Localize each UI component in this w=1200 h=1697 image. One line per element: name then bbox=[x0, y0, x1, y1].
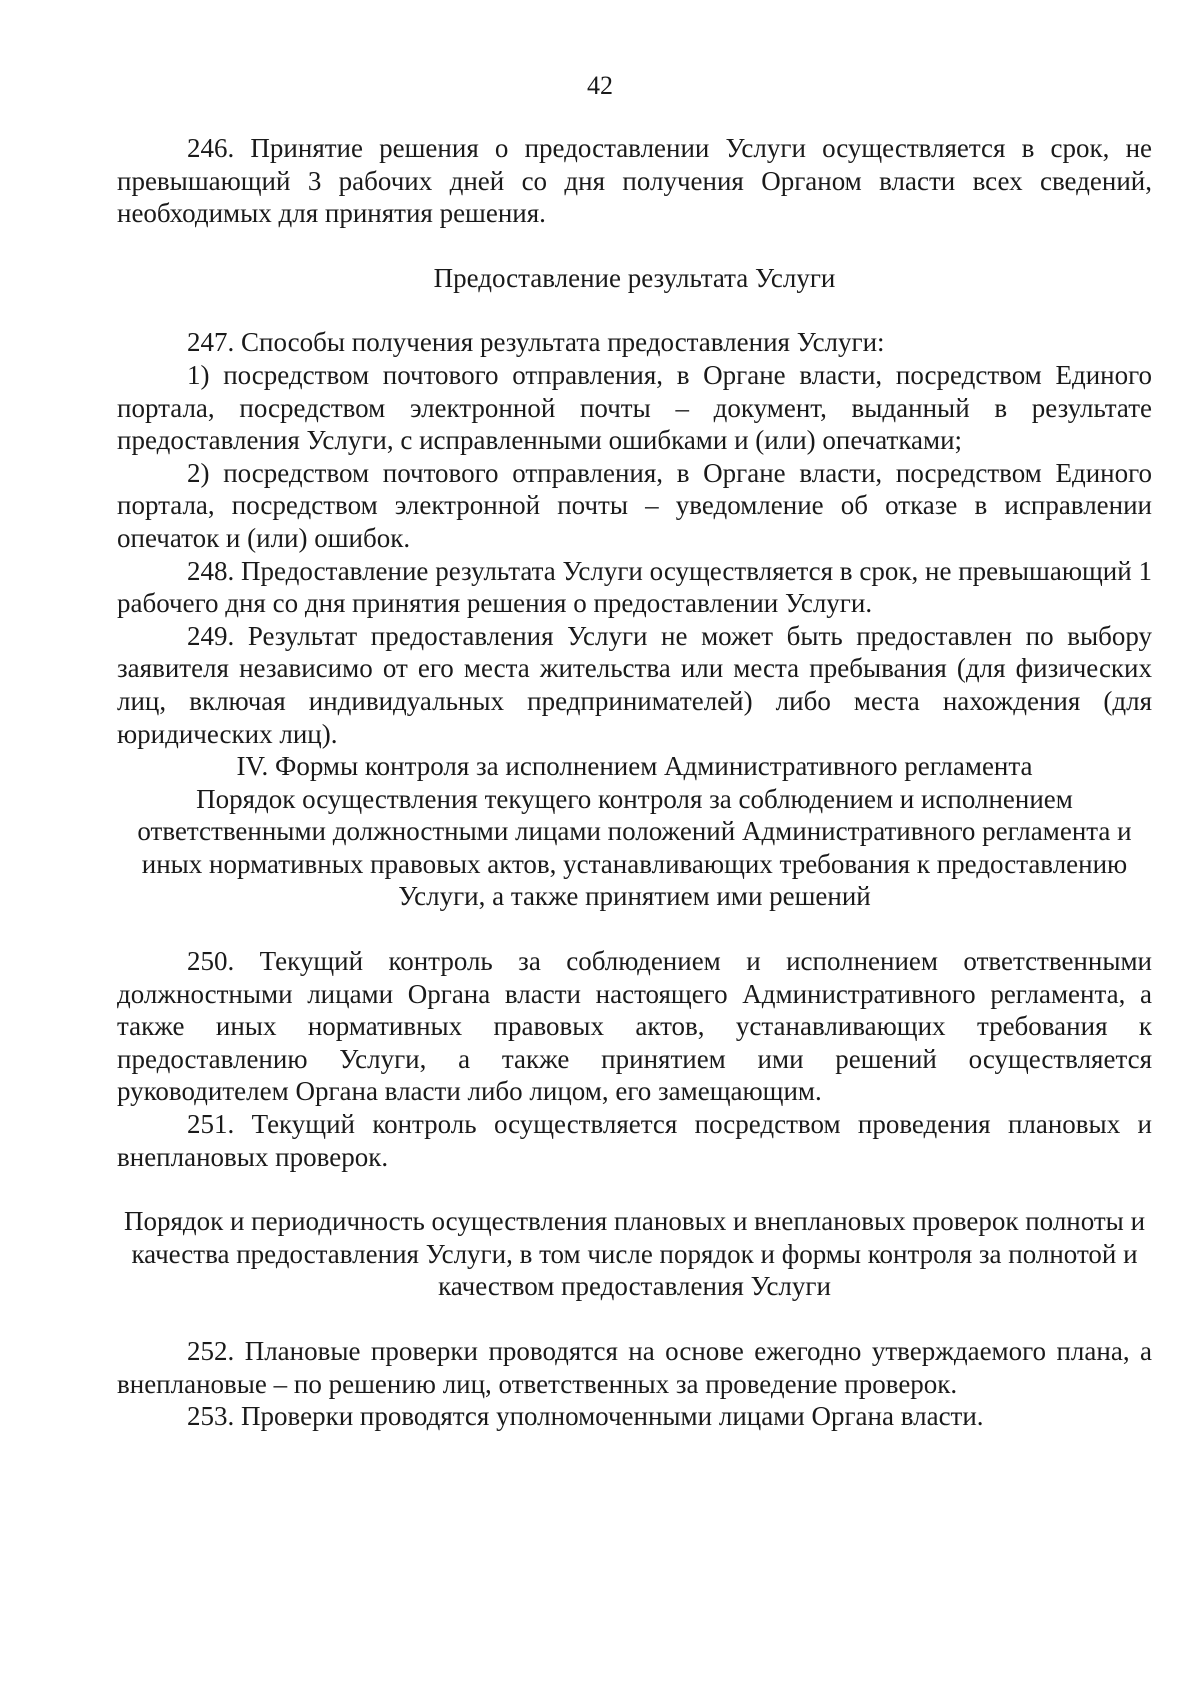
paragraph-247: 247. Способы получения результата предоставления Услуги: bbox=[187, 327, 885, 358]
heading-checks-procedure: Порядок и периодичность осуществления плановых и внеплановых проверок полноты и качества предоставления Услуги, в том числе порядок и формы контроля за полнотой и качеством предоставления Услуги bbox=[123, 1206, 1146, 1302]
paragraph-249: 249. Результат предоставления Услуги не может быть предоставлен по выбору заявителя независимо от его места жительства или места пребывания (для физических лиц, включая индивидуальных предпринимателей) либо места нахождения (для юридических лиц). bbox=[117, 620, 1152, 749]
paragraph-247-item-1: 1) посредством почтового отправления, в Органе власти, посредством Единого портала, посредством электронной почты – документ, выданный в результате предоставления Услуги, с исправленными ошибками и (или) опечатками; bbox=[117, 359, 1152, 456]
paragraph-246: 246. Принятие решения о предоставлении Услуги осуществляется в срок, не превышающий 3 рабочих дней со дня получения Органом власти всех сведений, необходимых для принятия решения. bbox=[117, 133, 1152, 229]
paragraph-250: 250. Текущий контроль за соблюдением и исполнением ответственными должностными лицами Органа власти настоящего Административного регламента, а также иных нормативных правовых актов, устанавливающих требования к предоставлению Услуги, а также принятием ими решений осуществляется руководителем Органа власти либо лицом, его замещающим. bbox=[117, 946, 1152, 1107]
heading-current-control: Порядок осуществления текущего контроля за соблюдением и исполнением ответственными должностными лицами положений Административного регламента и иных нормативных правовых актов, устанавливающих требования к предоставлению Услуги, а также принятием ими решений bbox=[137, 783, 1132, 912]
document-body bbox=[117, 132, 1152, 1433]
paragraph-253: 253. Проверки проводятся уполномоченными лицами Органа власти. bbox=[187, 1401, 984, 1432]
section-iv-title: IV. Формы контроля за исполнением Административного регламента bbox=[236, 751, 1033, 782]
paragraph-252: 252. Плановые проверки проводятся на основе ежегодно утверждаемого плана, а внеплановые – по решению лиц, ответственных за проведение проверок. bbox=[117, 1336, 1152, 1399]
paragraph-248: 248. Предоставление результата Услуги осуществляется в срок, не превышающий 1 рабочего дня со дня принятия решения о предоставлении Услуги. bbox=[117, 555, 1152, 619]
page-number: 42 bbox=[587, 71, 613, 100]
heading-result-provision: Предоставление результата Услуги bbox=[433, 262, 836, 293]
paragraph-251: 251. Текущий контроль осуществляется посредством проведения плановых и внеплановых проверок. bbox=[117, 1109, 1152, 1172]
paragraph-247-item-2: 2) посредством почтового отправления, в Органе власти, посредством Единого портала, посредством электронной почты – уведомление об отказе в исправлении опечаток и (или) ошибок. bbox=[117, 457, 1152, 553]
